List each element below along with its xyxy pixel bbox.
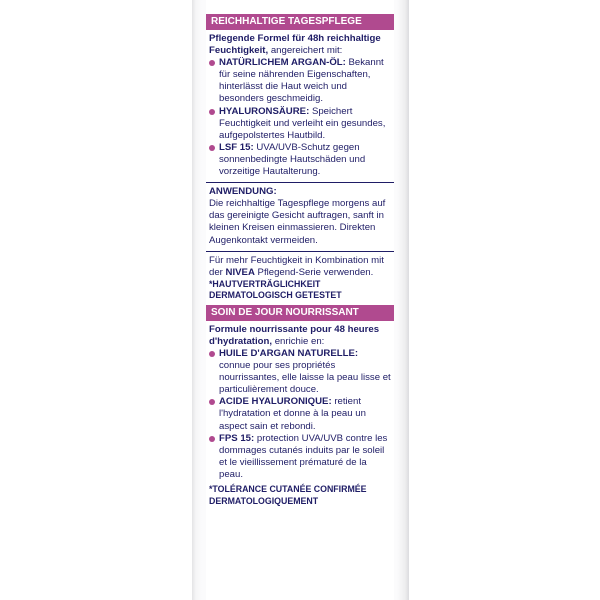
bullet-term: HUILE D'ARGAN NATURELLE: bbox=[219, 347, 359, 359]
bullet-term: LSF 15: bbox=[219, 141, 254, 153]
bullet-dot-icon bbox=[209, 60, 215, 66]
bullet-text: protection UVA/UVB contre les dommages cutanés induits par le soleil et le vieillissement prématuré de la peau. bbox=[219, 432, 388, 480]
section-header-fr: SOIN DE JOUR NOURRISSANT bbox=[206, 305, 394, 321]
combo-text bbox=[206, 255, 394, 279]
bullet-text: UVA/UVB-Schutz gegen sonnenbedingte Hautschäden und vorzeitige Hautalterung. bbox=[219, 141, 366, 178]
bullet-dot-icon bbox=[209, 145, 215, 151]
bullet-dot-icon bbox=[209, 436, 215, 442]
bullet-term: ACIDE HYALURONIQUE: bbox=[219, 396, 332, 408]
bullet-text: Bekannt für seine nährenden Eigenschaften, hinterlässt die Haut weich und besonders geschmeidig. bbox=[219, 57, 384, 105]
usage-text: Die reichhaltige Tagespflege morgens auf das gereinigte Gesicht auftragen, sanft in kleinen Kreisen einmassieren. Direkten Augenkontakt vermeiden. bbox=[209, 198, 386, 246]
intro-bold-de: Pflegende Formel für 48h reichhaltige Feuchtigkeit, bbox=[209, 33, 381, 57]
label-panel bbox=[206, 0, 394, 600]
bullet-text: connue pour ses propriétés nourrissantes, elle laisse la peau lisse et particulièrement douce. bbox=[219, 360, 391, 396]
brand-name: NIVEA bbox=[225, 266, 255, 278]
usage-title: ANWENDUNG: bbox=[209, 186, 277, 198]
bullet-term: HYALURONSÄURE: bbox=[219, 105, 310, 117]
intro-rest-de: angereichert mit: bbox=[270, 45, 343, 57]
bullet-dot-icon bbox=[209, 109, 215, 115]
footnote-fr: *TOLÉRANCE CUTANÉE CONFIRMÉE DERMATOLOGIQUEMENT bbox=[209, 484, 367, 506]
bullet-fr-2 bbox=[206, 396, 394, 432]
intro-rest-fr: enrichie en: bbox=[274, 335, 325, 347]
divider bbox=[206, 182, 394, 183]
bullet-fr-1 bbox=[206, 348, 394, 396]
section-header-de: REICHHALTIGE TAGESPFLEGE bbox=[206, 14, 394, 30]
label-content bbox=[206, 14, 394, 507]
bullet-text: retient l'hydratation et donne à la peau un aspect sain et rebondi. bbox=[219, 396, 366, 432]
bullet-de-2 bbox=[206, 106, 394, 142]
bullet-dot-icon bbox=[209, 399, 215, 405]
intro-de bbox=[206, 33, 394, 57]
bullet-dot-icon bbox=[209, 351, 215, 357]
bullet-term: NATÜRLICHEM ARGAN-ÖL: bbox=[219, 57, 346, 69]
bullet-de-3 bbox=[206, 142, 394, 178]
intro-bold-fr: Formule nourrissante pour 48 heures d'hydratation, bbox=[209, 323, 380, 347]
divider bbox=[206, 251, 394, 252]
footnote-de: *HAUTVERTRÄGLICHKEIT DERMATOLOGISCH GETESTET bbox=[209, 278, 342, 301]
intro-fr bbox=[206, 324, 394, 348]
combo-post: Pflegend-Serie verwenden. bbox=[257, 266, 374, 278]
bullet-fr-3 bbox=[206, 433, 394, 481]
bullet-text: Speichert Feuchtigkeit und verleiht ein gesundes, aufgepolstertes Hautbild. bbox=[219, 105, 386, 141]
combo-pre: Für mehr Feuchtigkeit in Kombination mit der bbox=[209, 254, 384, 278]
bullet-de-1 bbox=[206, 57, 394, 105]
bullet-term: FPS 15: bbox=[219, 432, 255, 444]
